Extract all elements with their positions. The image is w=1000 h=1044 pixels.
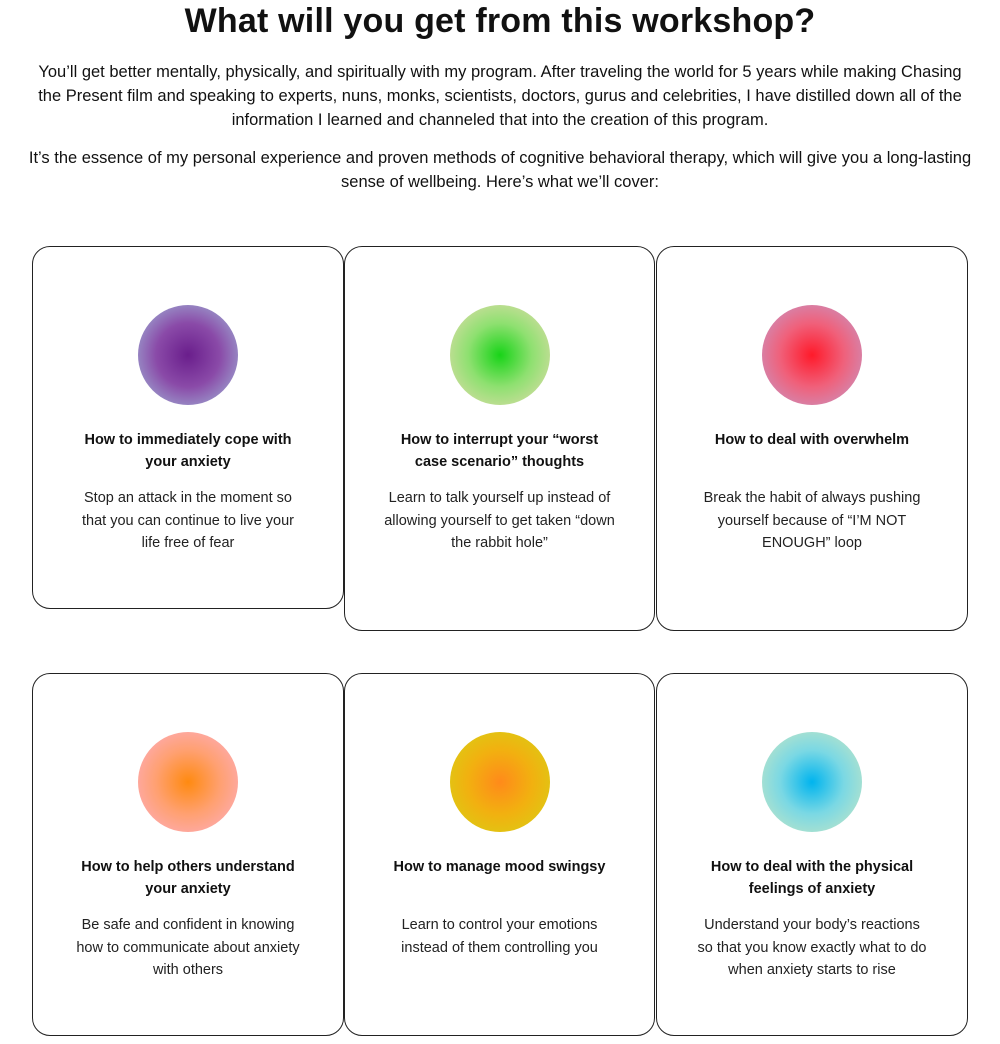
card-title: How to deal with overwhelm [714, 432, 910, 448]
feature-card [656, 246, 968, 631]
intro-paragraph: It’s the essence of my personal experience and proven methods of cognitive behavioral therapy, which will give you a long-lasting sense of wellbeing. Here’s what we’ll cover: [28, 149, 972, 191]
feature-card [32, 673, 344, 1036]
orange-pink-gradient-orb-icon [138, 732, 238, 832]
red-gradient-orb-icon [762, 305, 862, 405]
green-gradient-orb-icon [450, 305, 550, 405]
section-heading: What will you get from this workshop? [184, 2, 816, 40]
feature-card [344, 246, 655, 631]
card-description: Break the habit of always pushing yourself because of “I’M NOT ENOUGH” loop [703, 490, 921, 551]
feature-card [344, 673, 655, 1036]
card-title: How to interrupt your “worst case scenario” thoughts [400, 432, 599, 470]
card-title: How to help others understand your anxiety [81, 859, 295, 897]
card-title: How to manage mood swingsy [393, 859, 606, 875]
intro-paragraph: You’ll get better mentally, physically, and spiritually with my program. After traveling the world for 5 years while making Chasing the Present film and speaking to experts, nuns, monks, scientists, doctors, gurus and celebrities, I have distilled down all of the information I learned and channeled that into the creation of this program. [38, 63, 962, 129]
card-description: Learn to talk yourself up instead of allowing yourself to get taken “down the rabbit hole” [384, 490, 615, 551]
card-description: Learn to control your emotions instead of them controlling you [401, 917, 598, 956]
feature-card [656, 673, 968, 1036]
orange-yellow-gradient-orb-icon [450, 732, 550, 832]
card-title: How to immediately cope with your anxiety [84, 432, 292, 470]
card-description: Stop an attack in the moment so that you can continue to live your life free of fear [82, 490, 294, 551]
card-title: How to deal with the physical feelings of anxiety [710, 859, 914, 897]
card-description: Understand your body’s reactions so that you know exactly what to do when anxiety starts to rise [697, 917, 927, 978]
purple-gradient-orb-icon [138, 305, 238, 405]
feature-card [32, 246, 344, 609]
card-description: Be safe and confident in knowing how to communicate about anxiety with others [76, 917, 300, 978]
blue-gradient-orb-icon [762, 732, 862, 832]
